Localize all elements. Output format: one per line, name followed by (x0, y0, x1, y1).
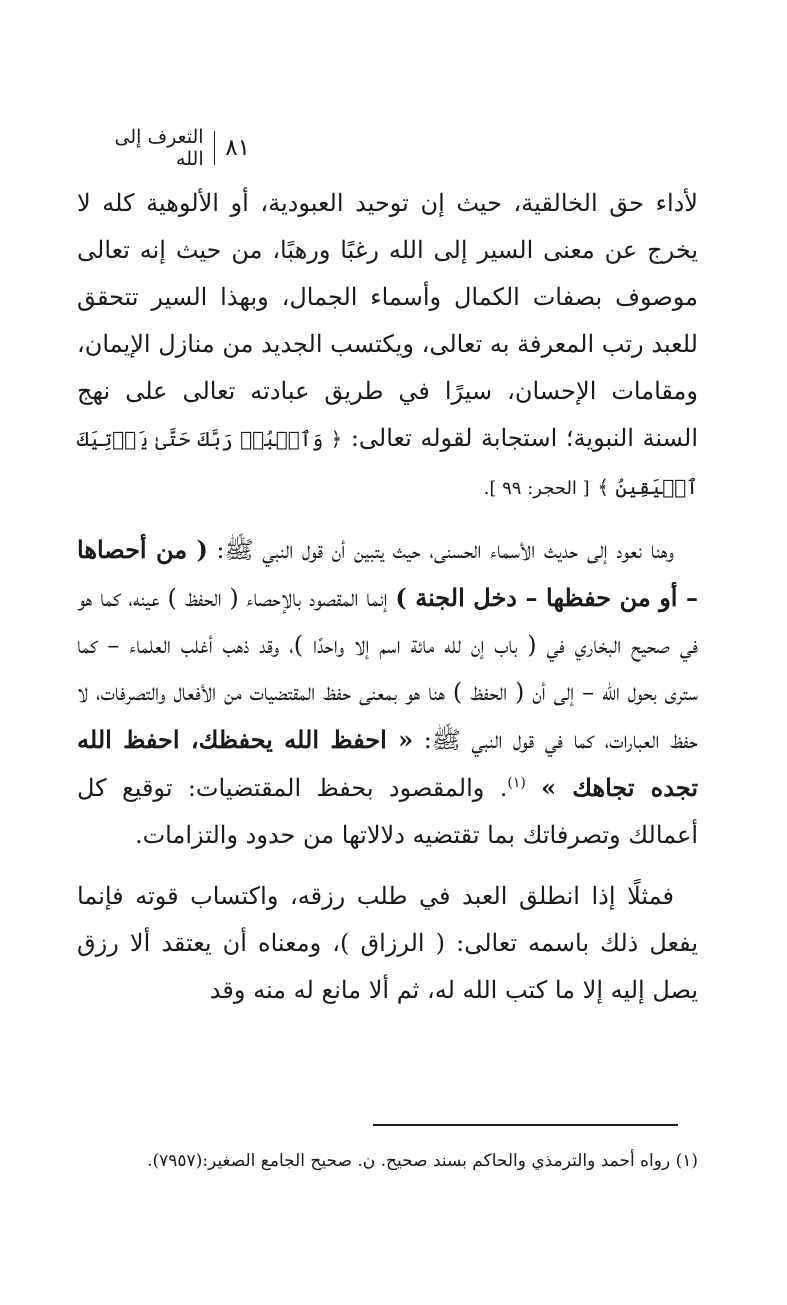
quran-verse: ﴿ وَٱعۡبُدۡ رَبَّكَ حَتَّىٰ يَأۡتِيَكَ ٱلۡيَقِينُ ﴾ (77, 427, 698, 499)
footnote: (١) رواه أحمد والترمذي والحاكم بسند صحيح. ن. صحيح الجامع الصغير:(٧٩٥٧). (147, 1151, 698, 1171)
paragraph-2-intro: وهنا نعود إلى حديث الأسماء الحسنى، حيث يتبين أن قول النبي ﷺ: (216, 536, 674, 564)
paragraph-2-body: إنما المقصود بالإحصاء ( الحفظ ) عينه، كما هو في صحيح البخاري في ( باب إن لله مائة اسم إلا واحدًا )، وقد ذهب أغلب العلماء – كما سترى بحول الله – إلى أن ( الحفظ ) هنا هو بمعنى حفظ المقتضيات من الأفعال والتصرفات، لا حفظ العبارات، كما في قول النبي ﷺ: (77, 584, 698, 754)
footnote-divider (373, 1124, 678, 1126)
paragraph-1-text: لأداء حق الخالقية، حيث إن توحيد العبودية، أو الألوهية كله لا يخرج عن معنى السير إلى الله رغبًا ورهبًا، من حيث إنه تعالى موصوف بصفات الكمال وأسماء الجمال، وبهذا السير تتحقق للعبد رتب المعرفة به تعالى، ويكتسب الجديد من منازل الإيمان، ومقامات الإحسان، سيرًا في طريق عبادته تعالى على نهج السنة النبوية؛ استجابة لقوله تعالى: (77, 189, 698, 452)
page-number: ٨١ (225, 135, 250, 161)
header-divider (214, 131, 216, 165)
paragraph-2-end: . والمقصود بحفظ المقتضيات: توقيع كل أعمالك وتصرفاتك بما تقتضيه دلالاتها من حدود والتزامات. (77, 774, 698, 849)
verse-reference: [ الحجر: ٩٩ ]. (483, 478, 590, 499)
hadith-quote-1: ( من أحصاها – أو من حفظها – دخل الجنة ) (77, 535, 698, 612)
paragraph-1 (77, 180, 698, 512)
hadith-quote-2: « احفظ الله يحفظك، احفظ الله تجده تجاهك » (77, 725, 698, 802)
paragraph-2 (77, 526, 698, 859)
paragraph-3-text: فمثلًا إذا انطلق العبد في طلب رزقه، واكتساب قوته فإنما يفعل ذلك باسمه تعالى: ( الرزاق )، ومعناه أن يعتقد ألا رزق يصل إليه إلا ما كتب الله له، ثم ألا مانع له منه وقد (77, 882, 698, 1004)
paragraph-3 (77, 873, 698, 1014)
running-header (100, 128, 250, 168)
main-text (77, 180, 698, 1028)
running-title: التعرف إلى الله (114, 126, 204, 170)
footnote-marker: (١) (507, 775, 526, 791)
